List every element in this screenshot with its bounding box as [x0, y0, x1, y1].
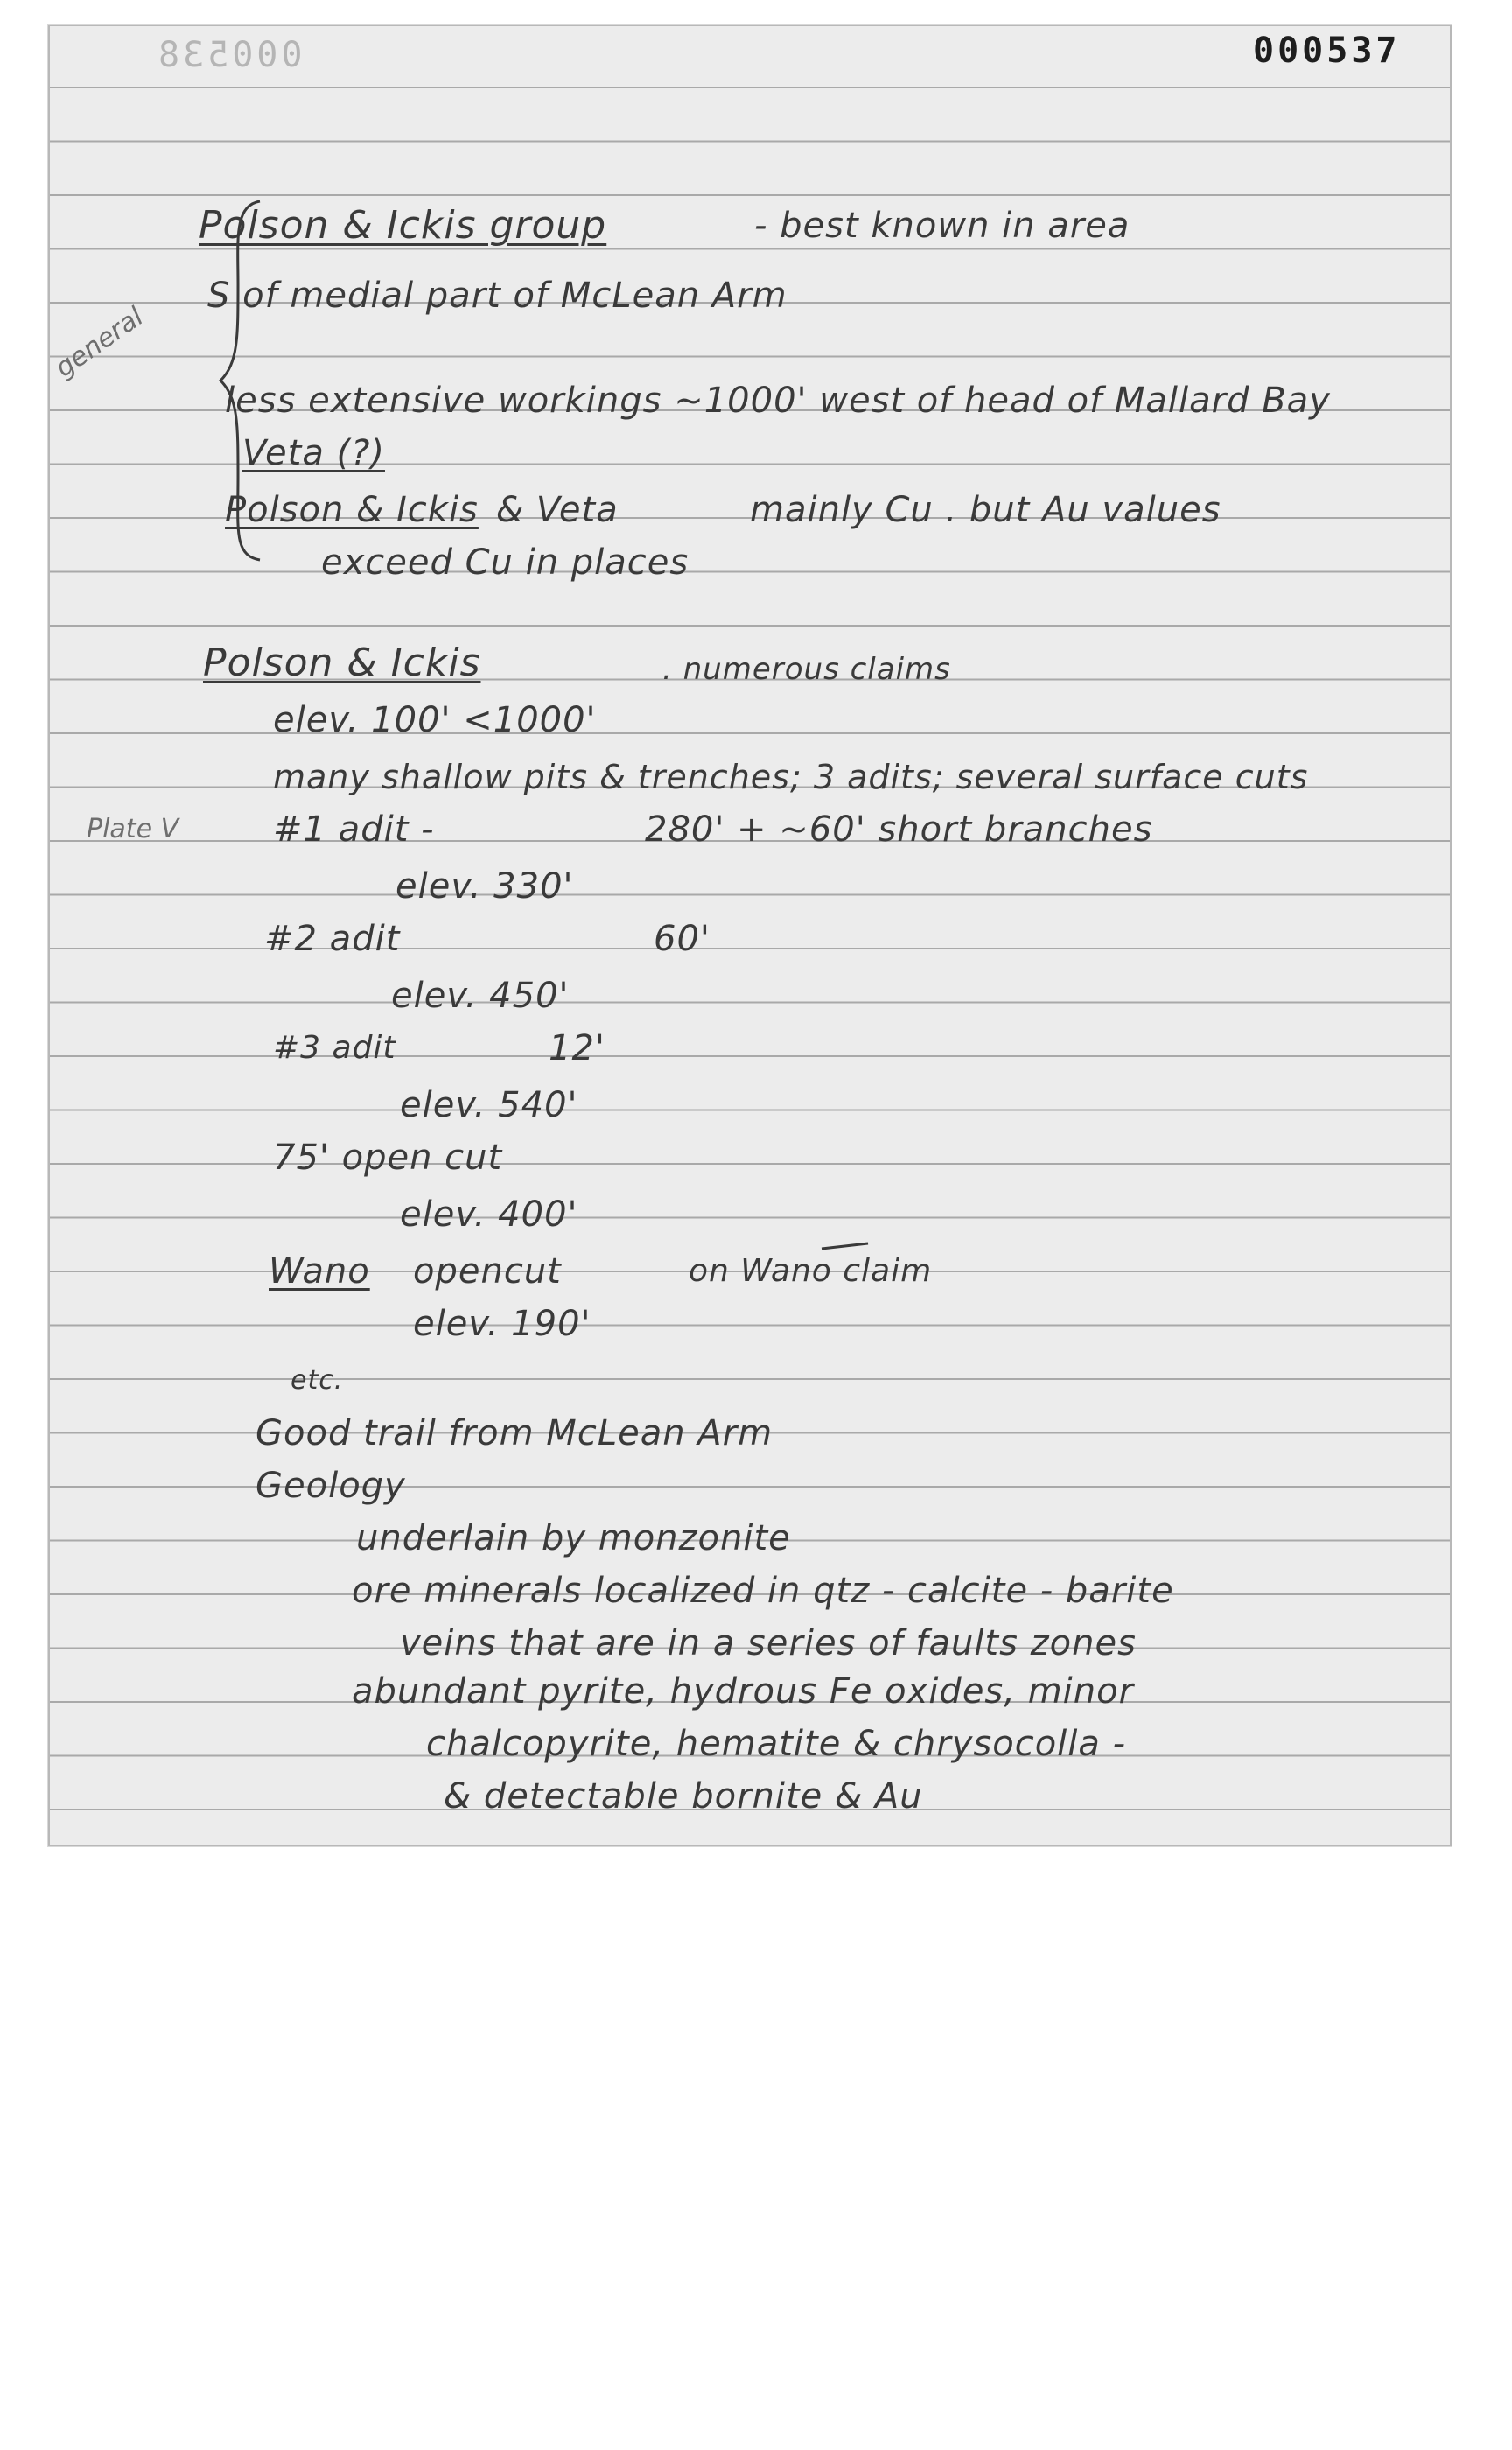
bleed-through-number: 000538: [155, 35, 303, 75]
line-text: . numerous claims: [662, 652, 951, 687]
line-text: 280' + ~60' short branches: [645, 809, 1153, 850]
margin-note-general: general: [50, 301, 150, 384]
line-text: opencut: [413, 1251, 562, 1292]
scribble-mark: [820, 1238, 872, 1256]
line-text: S of medial part of McLean Arm: [207, 276, 788, 316]
line-text: elev. 330': [396, 866, 574, 906]
line-text: exceed Cu in places: [321, 542, 690, 583]
notebook-page: [48, 24, 1452, 1846]
line-text: #3 adit: [273, 1030, 396, 1066]
margin-note-plate: Plate V: [87, 814, 179, 844]
line-text: Polson & Ickis: [225, 490, 479, 530]
line-text: mainly Cu . but Au values: [750, 490, 1222, 530]
line-text: chalcopyrite, hematite & chrysocolla -: [426, 1724, 1127, 1764]
line-text: abundant pyrite, hydrous Fe oxides, minor: [352, 1671, 1135, 1712]
line-text: - best known in area: [754, 206, 1130, 246]
line-text: ore minerals localized in qtz - calcite - barite: [352, 1571, 1174, 1611]
line-text: elev. 400': [400, 1194, 578, 1235]
line-text: Good trail from McLean Arm: [256, 1413, 774, 1453]
line-text: less extensive workings ~1000' west of head of Mallard Bay: [225, 381, 1331, 421]
line-text: #2 adit: [264, 919, 401, 959]
line-text: underlain by monzonite: [356, 1518, 791, 1558]
heading-geology: Geology: [256, 1466, 406, 1506]
line-text: on Wano claim: [689, 1253, 933, 1289]
line-text: & Veta: [496, 490, 619, 530]
line-text: 12': [549, 1028, 606, 1068]
heading-group: Polson & Ickis group: [199, 203, 607, 248]
line-text: & detectable bornite & Au: [444, 1776, 923, 1816]
line-text: etc.: [290, 1365, 344, 1396]
line-text: many shallow pits & trenches; 3 adits; several surface cuts: [273, 758, 1309, 796]
page-stamp-number: 000537: [1253, 31, 1401, 71]
line-text: elev. 190': [413, 1304, 592, 1344]
line-text: elev. 450': [391, 976, 570, 1016]
line-text: elev. 540': [400, 1085, 578, 1125]
line-text: elev. 100' <1000': [273, 700, 597, 740]
line-text: #1 adit -: [273, 809, 435, 850]
line-text: Wano: [269, 1251, 370, 1292]
line-text: 75' open cut: [273, 1138, 503, 1178]
line-text: Veta (?): [242, 433, 385, 473]
heading-section: Polson & Ickis: [203, 640, 481, 685]
line-text: 60': [654, 919, 710, 959]
line-text: veins that are in a series of faults zones: [400, 1623, 1137, 1663]
